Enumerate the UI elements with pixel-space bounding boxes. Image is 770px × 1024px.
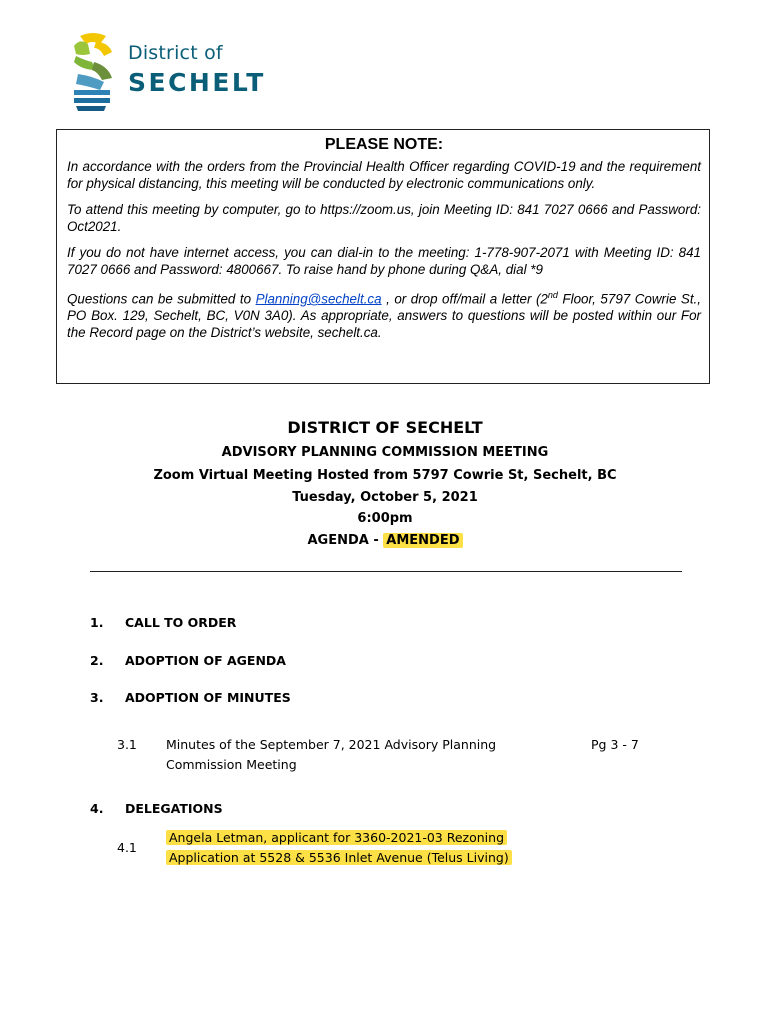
note-paragraph-zoom: To attend this meeting by computer, go to https://zoom.us, join Meeting ID: 841 7027 0666 and Password: Oct2021. bbox=[67, 202, 701, 234]
sub-item-4-1-line1: Angela Letman, applicant for 3360-2021-03 Rezoning bbox=[166, 830, 507, 845]
agenda-item-3-title: ADOPTION OF MINUTES bbox=[125, 690, 291, 705]
agenda-item-4-title: DELEGATIONS bbox=[125, 801, 223, 816]
questions-text-sup: nd bbox=[547, 290, 558, 300]
questions-text-mid: , or drop off/mail a letter (2 bbox=[381, 291, 548, 307]
district-logo bbox=[70, 32, 270, 112]
agenda-item-2-num: 2. bbox=[90, 653, 104, 668]
questions-text-pre: Questions can be submitted to bbox=[67, 291, 256, 307]
note-paragraph-questions bbox=[67, 287, 701, 341]
agenda-item-4-num: 4. bbox=[90, 801, 104, 816]
meeting-location: Zoom Virtual Meeting Hosted from 5797 Cowrie St, Sechelt, BC bbox=[153, 468, 617, 483]
please-note-box bbox=[56, 129, 710, 384]
meeting-date: Tuesday, October 5, 2021 bbox=[292, 490, 478, 505]
sub-item-3-1-line2: Commission Meeting bbox=[166, 757, 297, 772]
meeting-title: ADVISORY PLANNING COMMISSION MEETING bbox=[221, 445, 549, 460]
note-paragraph-dial-in: If you do not have internet access, you can dial-in to the meeting: 1-778-907-2071 with Meeting ID: 841 7027 0666 and Password: 4800667. To raise hand by phone during Q&A, dial *9 bbox=[67, 245, 701, 277]
org-title: DISTRICT OF SECHELT bbox=[287, 418, 483, 437]
amended-badge: AMENDED bbox=[383, 533, 462, 548]
sub-item-4-1-num: 4.1 bbox=[117, 840, 137, 855]
sechelt-s-logo-icon bbox=[70, 32, 116, 112]
sub-item-3-1-line1: Minutes of the September 7, 2021 Advisory Planning bbox=[166, 737, 497, 752]
meeting-time: 6:00pm bbox=[357, 511, 413, 526]
header-divider bbox=[90, 571, 682, 572]
agenda-item-1-title: CALL TO ORDER bbox=[125, 615, 237, 630]
sub-item-4-1-line2: Application at 5528 & 5536 Inlet Avenue (Telus Living) bbox=[166, 850, 512, 865]
agenda-heading bbox=[0, 533, 770, 548]
agenda-prefix: AGENDA - bbox=[307, 533, 384, 548]
sub-item-4-1-text bbox=[166, 828, 512, 868]
note-paragraph-covid: In accordance with the orders from the Provincial Health Officer regarding COVID-19 and the requirement for physical distancing, this meeting will be conducted by electronic communications only. bbox=[67, 159, 701, 191]
questions-text-post: Floor, 5797 Cowrie St., PO Box. 129, Sechelt, BC, V0N 3A0). As appropriate, answers to questions will be posted within our For the Record page on the District’s website, sechelt.ca. bbox=[67, 291, 701, 341]
logo-text-sechelt: SECHELT bbox=[128, 68, 266, 97]
note-title: PLEASE NOTE: bbox=[324, 136, 444, 153]
logo-text-district-of: District of bbox=[128, 42, 223, 64]
agenda-item-2-title: ADOPTION OF AGENDA bbox=[125, 653, 286, 668]
agenda-item-1-num: 1. bbox=[90, 615, 104, 630]
agenda-item-3-num: 3. bbox=[90, 690, 104, 705]
sub-item-3-1-text bbox=[166, 735, 496, 775]
sub-item-3-1-page: Pg 3 - 7 bbox=[591, 737, 639, 752]
planning-email-link[interactable]: Planning@sechelt.ca bbox=[255, 291, 382, 307]
sub-item-3-1-num: 3.1 bbox=[117, 737, 137, 752]
